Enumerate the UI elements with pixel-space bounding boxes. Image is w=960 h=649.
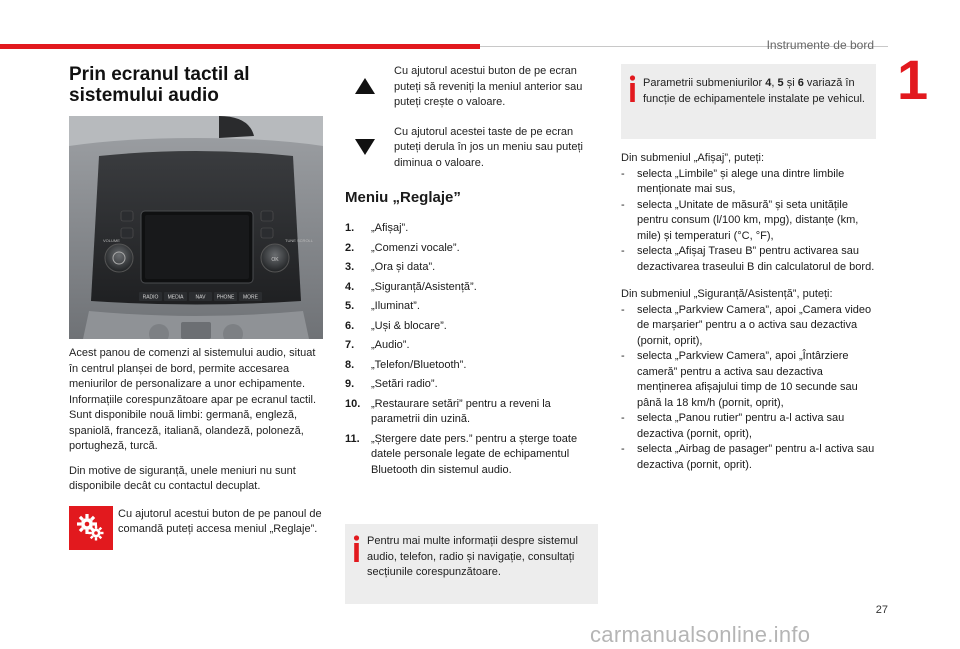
page-number: 27 xyxy=(875,604,888,616)
list-item: 10. „Restaurare setări” pentru a reveni la parametrii din uzină. xyxy=(345,397,551,425)
settings-gear-icon xyxy=(69,506,113,550)
column-left xyxy=(69,64,324,106)
languages-paragraph: Sunt disponibile nouă limbi: germană, engleză, spaniolă, franceză, italiană, olandeză, poloneză, portugheză, turcă. xyxy=(69,409,304,452)
panel-button-more: MORE xyxy=(243,294,258,301)
menu-title-suffix: ” xyxy=(453,189,461,206)
column-left-body xyxy=(69,346,324,550)
safety-submenu-intro: Din submeniul „Siguranță/Asistență”, puteți: xyxy=(621,288,833,300)
info-icon xyxy=(352,535,361,563)
column-middle xyxy=(345,64,600,482)
panel-button-nav: NAV xyxy=(195,294,206,301)
list-item: - selecta „Panou rutier” pentru a-l activa sau dezactiva (pornit, oprit), xyxy=(621,412,845,440)
menu-title-prefix: Meniu „ xyxy=(345,189,400,206)
list-item: - selecta „Limbile” și alege una dintre limbile menționate mai sus, xyxy=(621,167,845,195)
section-title: Prin ecranul tactil al sistemului audio xyxy=(69,64,250,106)
settings-menu-list xyxy=(345,221,600,478)
list-item: - selecta „Afișaj Traseu B” pentru activarea sau dezactivarea traseului B din calculatorul de bord. xyxy=(621,245,875,273)
parameters-note-text: Parametrii submeniurilor 4, 5 și 6 variază în funcție de echipamentele instalate pe vehicul. xyxy=(643,77,865,105)
left-knob-caption: VOLUME xyxy=(103,238,120,243)
intro-paragraph: Acest panou de comenzi al sistemului audio, situat în centrul planșei de bord, permite accesarea meniurilor de personalizare a unor echipamente. xyxy=(69,347,316,390)
list-item: 8. „Telefon/Bluetooth”. xyxy=(345,358,467,371)
list-item: - selecta „Airbag de pasager” pentru a-l activa sau dezactiva (pornit, oprit). xyxy=(621,443,875,471)
up-arrow-row xyxy=(345,64,600,111)
list-item: 1. „Afișaj”. xyxy=(345,222,409,234)
panel-button-phone: PHONE xyxy=(216,294,235,301)
safety-paragraph: Din motive de siguranță, unele meniuri nu sunt disponibile decât cu contactul decuplat. xyxy=(69,464,296,492)
list-item: 11. „Ștergere date pers.” pentru a șterge toate datele personale legate de echipamentul Bluetooth din sistemul audio. xyxy=(345,432,578,476)
list-item: 4. „Siguranță/Asistență”. xyxy=(345,280,477,293)
menu-title-bold: Reglaje xyxy=(400,189,454,206)
right-knob-label: OK xyxy=(271,257,279,263)
panel-button-radio: RADIO xyxy=(142,294,159,301)
info-note-text: Pentru mai multe informații despre sistemul audio, telefon, radio și navigație, consultați secțiunile corespunzătoare. xyxy=(367,535,578,578)
watermark-text[interactable]: carmanualsonline.info xyxy=(590,622,811,647)
list-item: 7. „Audio”. xyxy=(345,339,410,351)
triangle-up-icon xyxy=(345,64,385,94)
menu-title xyxy=(345,189,600,207)
triangle-down-icon xyxy=(345,125,385,155)
header-title: Instrumente de bord xyxy=(766,38,874,52)
display-submenu-intro: Din submeniul „Afișaj”, puteți: xyxy=(621,152,765,164)
audio-panel-photo xyxy=(69,116,323,339)
settings-button-description: Cu ajutorul acestui buton de pe panoul de comandă puteți accesa meniul „Reglaje”. xyxy=(118,507,322,535)
up-arrow-description: Cu ajutorul acestui buton de pe ecran puteți să reveniți la meniul anterior sau puteți crește o valoare. xyxy=(394,65,583,108)
list-item: - selecta „Unitate de măsură” și seta unitățile pentru consum (l/100 km, mpg), distanțe (km, mile) și temperaturi (°C, °F), xyxy=(621,198,859,242)
settings-button-row xyxy=(69,506,324,550)
list-item: 6. „Uși & blocare”. xyxy=(345,319,447,332)
display-submenu-list xyxy=(621,167,876,276)
audio-panel-illustration xyxy=(69,116,323,339)
chapter-number: 1 xyxy=(897,48,929,111)
list-item: 9. „Setări radio”. xyxy=(345,378,438,390)
safety-submenu-list xyxy=(621,303,876,474)
right-knob-caption: TUNE SCROLL xyxy=(285,238,314,243)
down-arrow-row xyxy=(345,125,600,172)
down-arrow-description: Cu ajutorul acestei taste de pe ecran puteți derula în jos un meniu sau puteți diminua o valoare. xyxy=(394,125,583,169)
column-right xyxy=(621,64,876,473)
info-icon xyxy=(628,75,637,103)
info-paragraph: Informațiile corespunzătoare apar pe ecranul tactil. xyxy=(69,393,317,406)
info-note-box xyxy=(345,524,598,604)
list-item: - selecta „Parkview Camera”, apoi „Întârziere cameră” pentru a activa sau dezactiva menținerea afișajului timp de 10 secunde sau până la 18 km/h (pornit, oprit), xyxy=(621,350,858,409)
list-item: - selecta „Parkview Camera”, apoi „Camera video de marșarier” pentru a o activa sau dezactiva (pornit, oprit), xyxy=(621,303,872,347)
list-item: 2. „Comenzi vocale”. xyxy=(345,241,460,254)
panel-button-media: MEDIA xyxy=(167,294,184,301)
list-item: 3. „Ora și data”. xyxy=(345,261,436,273)
header-accent-bar xyxy=(0,44,480,49)
list-item: 5. „Iluminat”. xyxy=(345,300,420,312)
parameters-note-box xyxy=(621,64,876,139)
